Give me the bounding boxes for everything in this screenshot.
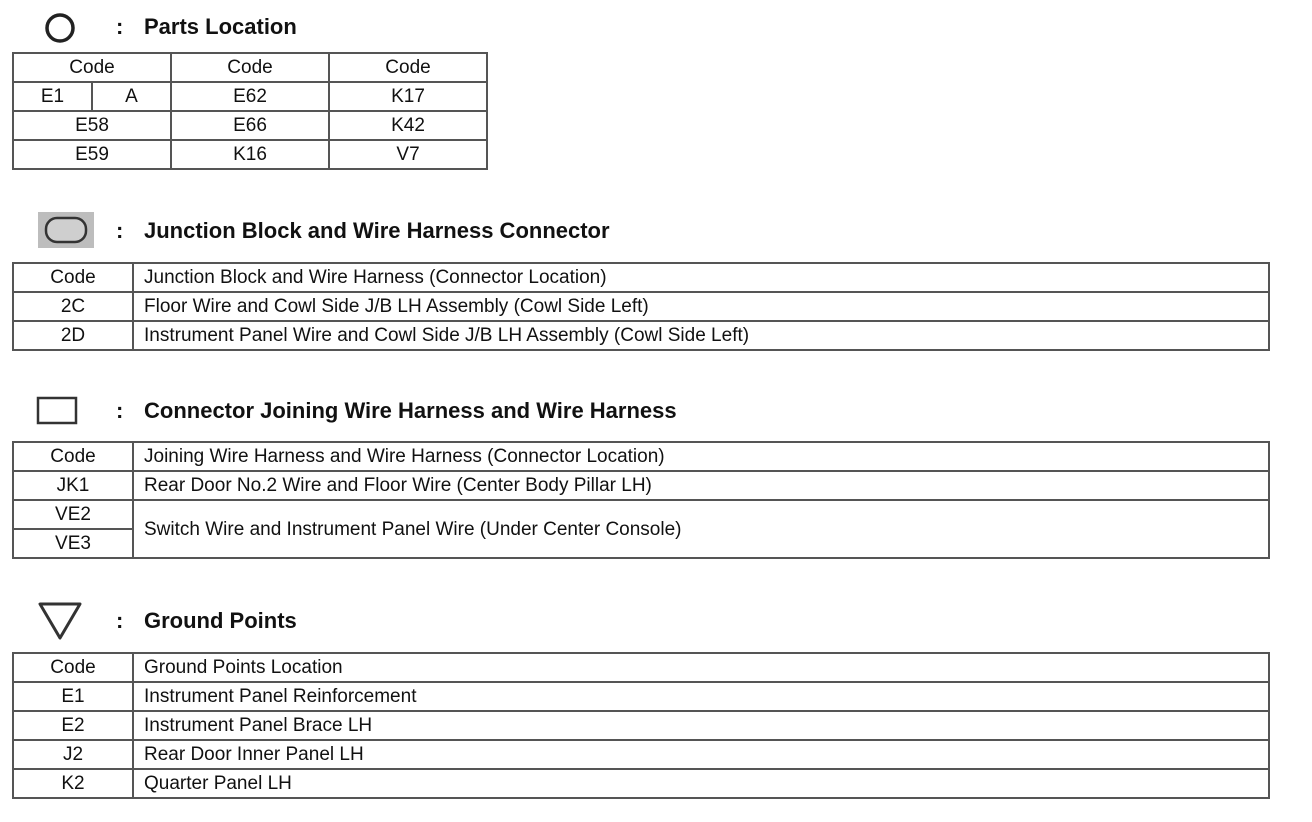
description-cell: Switch Wire and Instrument Panel Wire (Under Center Console) [133,500,1269,558]
circle-icon [42,10,78,46]
ground-points-title: Ground Points [144,608,297,633]
code-cell: A [92,82,171,111]
table-row [13,711,1269,740]
code-cell: K2 [13,769,133,798]
code-cell: E66 [171,111,329,140]
table-row [13,53,487,82]
inverted-triangle-icon [36,600,84,642]
code-cell: E1 [13,682,133,711]
description-cell: Instrument Panel Reinforcement [133,682,1269,711]
code-cell: E2 [13,711,133,740]
ground-points-heading [0,598,600,638]
code-cell: E59 [13,140,171,169]
table-row [13,82,487,111]
description-cell: Rear Door No.2 Wire and Floor Wire (Center Body Pillar LH) [133,471,1269,500]
header-cell: Code [13,653,133,682]
junction-block-title: Junction Block and Wire Harness Connector [144,218,610,243]
header-cell: Code [171,53,329,82]
table-row [13,682,1269,711]
table-row [13,500,1269,529]
table-row [13,740,1269,769]
table-row [13,769,1269,798]
header-cell: Junction Block and Wire Harness (Connector Location) [133,263,1269,292]
code-cell: K17 [329,82,487,111]
description-cell: Rear Door Inner Panel LH [133,740,1269,769]
table-row [13,111,487,140]
code-cell: J2 [13,740,133,769]
junction-block-colon: : [116,218,124,243]
table-row [13,442,1269,471]
description-cell: Floor Wire and Cowl Side J/B LH Assembly (Cowl Side Left) [133,292,1269,321]
connector-joining-table [12,441,1270,559]
code-cell: E1 [13,82,92,111]
ground-points-table [12,652,1270,799]
code-cell: V7 [329,140,487,169]
parts-location-title: Parts Location [144,14,297,39]
parts-location-table [12,52,488,170]
code-cell: 2C [13,292,133,321]
junction-block-table [12,262,1270,351]
description-cell: Quarter Panel LH [133,769,1269,798]
code-cell: E58 [13,111,171,140]
rounded-rectangle-shaded-icon [36,210,96,250]
description-cell: Instrument Panel Wire and Cowl Side J/B LH Assembly (Cowl Side Left) [133,321,1269,350]
code-cell: VE3 [13,529,133,558]
header-cell: Code [329,53,487,82]
description-cell: Instrument Panel Brace LH [133,711,1269,740]
code-cell: K16 [171,140,329,169]
junction-block-heading [0,210,900,250]
table-row [13,140,487,169]
table-row [13,292,1269,321]
table-row [13,321,1269,350]
table-row [13,263,1269,292]
code-cell: 2D [13,321,133,350]
connector-joining-heading [0,390,900,430]
header-cell: Ground Points Location [133,653,1269,682]
connector-joining-title: Connector Joining Wire Harness and Wire Harness [144,398,677,423]
code-cell: VE2 [13,500,133,529]
parts-location-colon: : [116,14,124,39]
table-row [13,471,1269,500]
header-cell: Code [13,53,171,82]
parts-location-heading [0,8,600,48]
header-cell: Code [13,263,133,292]
code-cell: K42 [329,111,487,140]
header-cell: Joining Wire Harness and Wire Harness (Connector Location) [133,442,1269,471]
code-cell: E62 [171,82,329,111]
code-cell: JK1 [13,471,133,500]
rectangle-icon [36,396,78,426]
ground-points-colon: : [116,608,124,633]
connector-joining-colon: : [116,398,124,423]
table-row [13,653,1269,682]
header-cell: Code [13,442,133,471]
